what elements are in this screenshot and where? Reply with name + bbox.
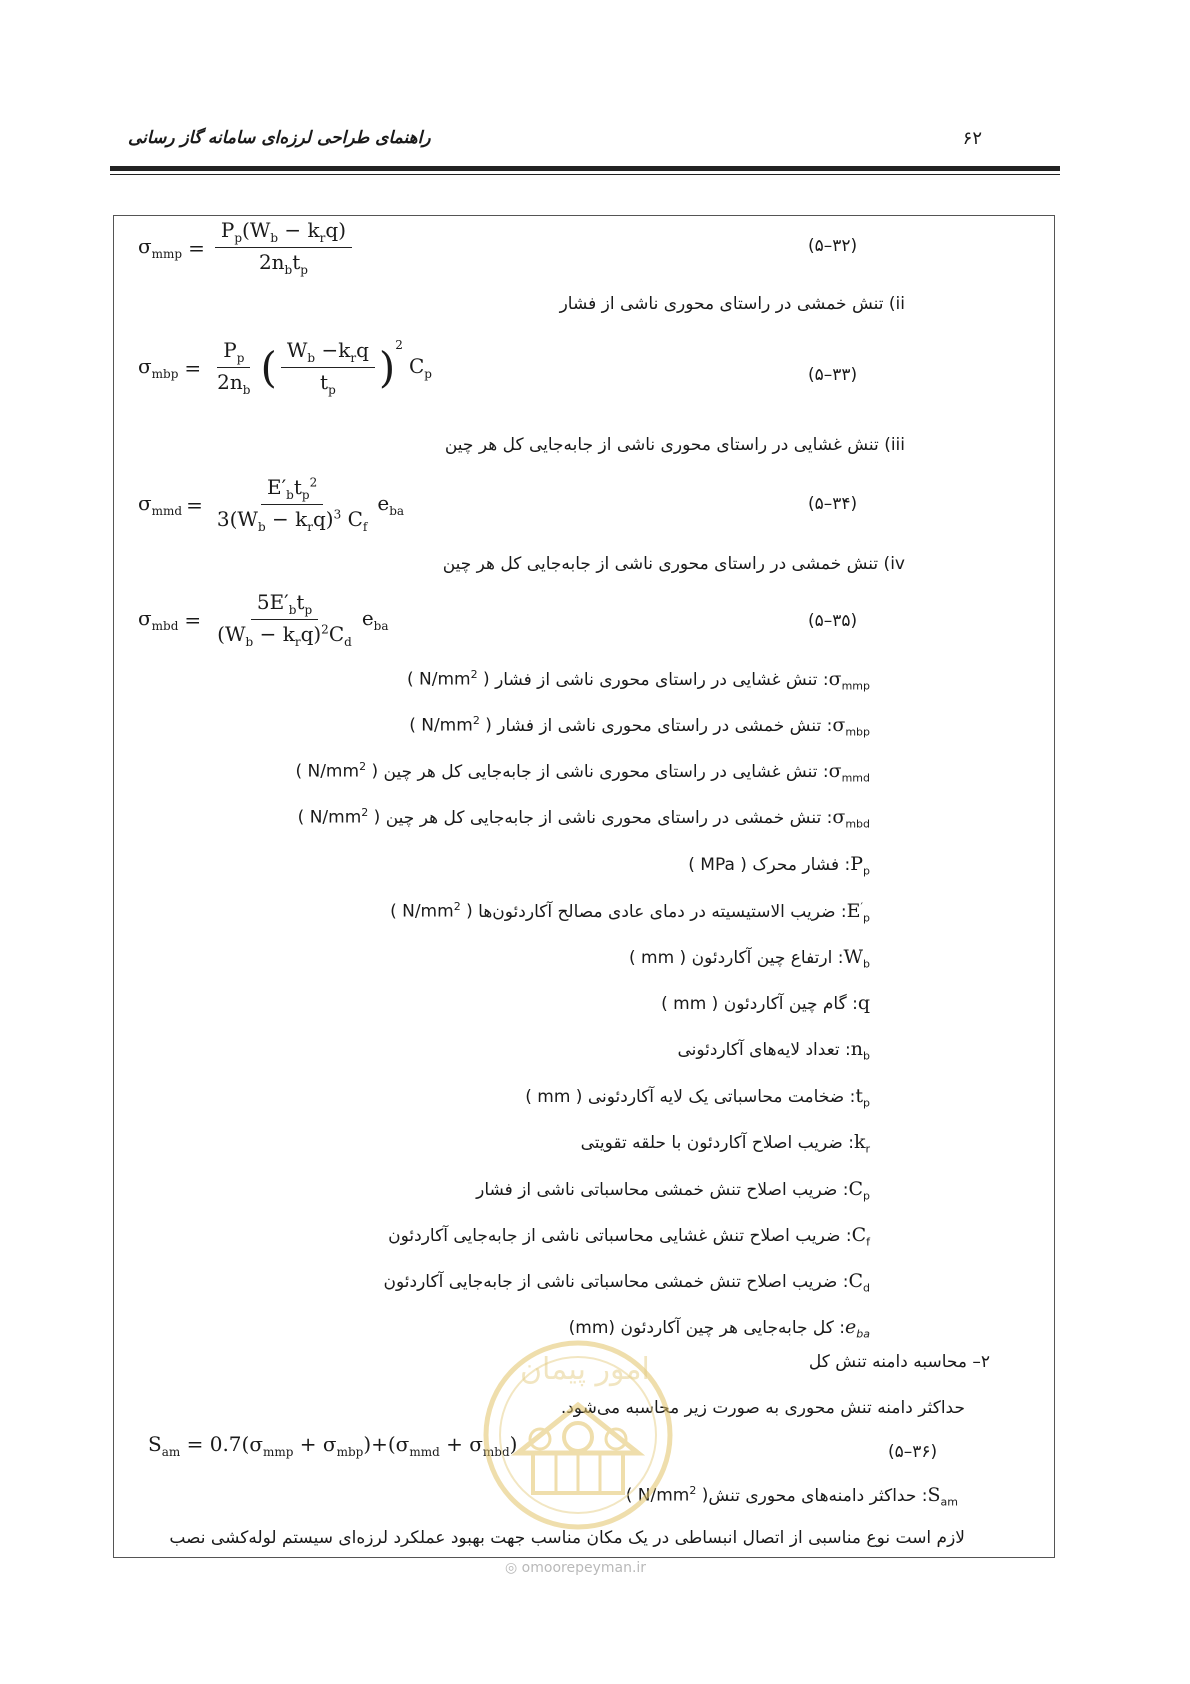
item-iv: iv) تنش خمشی در راستای محوری ناشی از جابه‌جایی کل هر چین (442, 554, 905, 574)
definition-sigma-mmd: $\sigma_{mmd}$: تنش غشایی در راستای محوری ناشی از جابه‌جایی کل هر چین ( $N/mm^2$ ) (295, 760, 870, 785)
formula-lhs: $\sigma_{mbp}$ (138, 354, 179, 381)
formula-fraction: $\frac{P_p(W_b - k_rq)}{2n_bt_p}$ (215, 218, 352, 277)
section-2-heading: ۲– محاسبه دامنه تنش کل (808, 1352, 990, 1372)
section-2-intro: حداکثر دامنه تنش محوری به صورت زیر محاسبه می‌شود. (560, 1398, 965, 1418)
header-rule-thin (110, 174, 1060, 175)
definition-cd: $C_d$: ضریب اصلاح تنش خمشی محاسباتی ناشی از جابه‌جایی آکاردئون (383, 1270, 870, 1295)
equation-number-33: (۳۳–۵) (808, 365, 858, 385)
definition-ep: $E'_p$: ضریب الاستیسیته در دمای عادی مصالح آکاردئون‌ها ( $N/mm^2$ ) (390, 900, 870, 925)
equation-number-35: (۳۵–۵) (808, 611, 858, 631)
definition-q: q: گام چین آکاردئون ( mm ) (661, 992, 870, 1014)
definition-sigma-mbp: $\sigma_{mbp}$: تنش خمشی در راستای محوری ناشی از فشار ( $N/mm^2$ ) (409, 714, 870, 739)
equation-number-36: (۳۶–۵) (888, 1442, 938, 1462)
formula-5-36: $S_{am} = 0.7(\sigma_{mmp} + \sigma_{mbp})+(\sigma_{mmd} + \sigma_{mbd})$ (148, 1432, 518, 1459)
formula-lhs: $\sigma_{mmp}$ (138, 234, 183, 261)
formula-5-32: $\sigma_{mmp}$ = $\frac{P_p(W_b - k_rq)}{2n_bt_p}$ (138, 218, 356, 277)
definition-cf: $C_f$: ضریب اصلاح تنش غشایی محاسباتی ناشی از جابه‌جایی آکاردئون (388, 1224, 870, 1249)
definition-eba: $e_{ba}$: کل جابه‌جایی هر چین آکاردئون (mm) (568, 1316, 870, 1341)
running-header-title: راهنمای طراحی لرزه‌ای سامانه گاز رسانی (128, 128, 431, 148)
definition-cp: $C_p$: ضریب اصلاح تنش خمشی محاسباتی ناشی از فشار (476, 1178, 870, 1203)
equation-number-34: (۳۴–۵) (808, 494, 858, 514)
watermark-logo-text: امور پیمان (520, 1352, 650, 1387)
definition-sigma-mbd: $\sigma_{mbd}$: تنش خمشی در راستای محوری ناشی از جابه‌جایی کل هر چین ( $N/mm^2$ ) (297, 806, 870, 831)
definition-nb: $n_b$: تعداد لایه‌های آکاردئونی (677, 1038, 870, 1063)
item-ii: ii) تنش خمشی در راستای محوری ناشی از فشار (559, 294, 905, 314)
definition-pp: $P_p$: فشار محرک ( MPa ) (688, 853, 870, 878)
definition-tp: $t_p$: ضخامت محاسباتی یک لایه آکاردئونی ( mm ) (525, 1085, 870, 1110)
definition-kr: $k_r$: ضریب اصلاح آکاردئون با حلقه تقویتی (580, 1131, 870, 1156)
paragraph-last-line: لازم است نوع مناسبی از اتصال انبساطی در یک مکان مناسب جهت بهبود عملکرد لرزه‌ای سیستم لوله‌کشی نصب (169, 1528, 965, 1548)
definition-sigma-mmp: $\sigma_{mmp}$: تنش غشایی در راستای محوری ناشی از فشار ( $N/mm^2$ ) (407, 668, 870, 693)
formula-lhs: $\sigma_{mmd}$ (138, 491, 183, 518)
definition-sam: $S_{am}$: حداکثر دامنه‌های محوری تنش( $N/mm^2$ ) (625, 1484, 958, 1509)
page-number: ۶۲ (962, 128, 982, 149)
item-iii: iii) تنش غشایی در راستای محوری ناشی از جابه‌جایی کل هر چین (444, 435, 905, 455)
formula-5-35: $\sigma_{mbd}$ = $\frac{5E'_bt_p}{(W_b - k_rq)^2C_d}$ $e_{ba}$ (138, 590, 389, 649)
formula-lhs: $\sigma_{mbd}$ (138, 606, 179, 633)
watermark-url: ◎ omoorepeyman.ir (505, 1560, 647, 1576)
formula-5-34: $\sigma_{mmd}$ = $\frac{E'_bt_p^2}{3(W_b - k_rq)^3 C_f}$ $e_{ba}$ (138, 475, 405, 534)
equation-number-32: (۳۲–۵) (808, 236, 858, 256)
definition-wb: $W_b$: ارتفاع چین آکاردئون ( mm ) (628, 946, 870, 971)
header-rule-thick (110, 166, 1060, 171)
formula-5-33: $\sigma_{mbp}$ = $\frac{P_p}{2n_b}$ ( $\frac{W_b -k_rq}{t_p}$ ) $^2$ $C_p$ (138, 338, 432, 397)
